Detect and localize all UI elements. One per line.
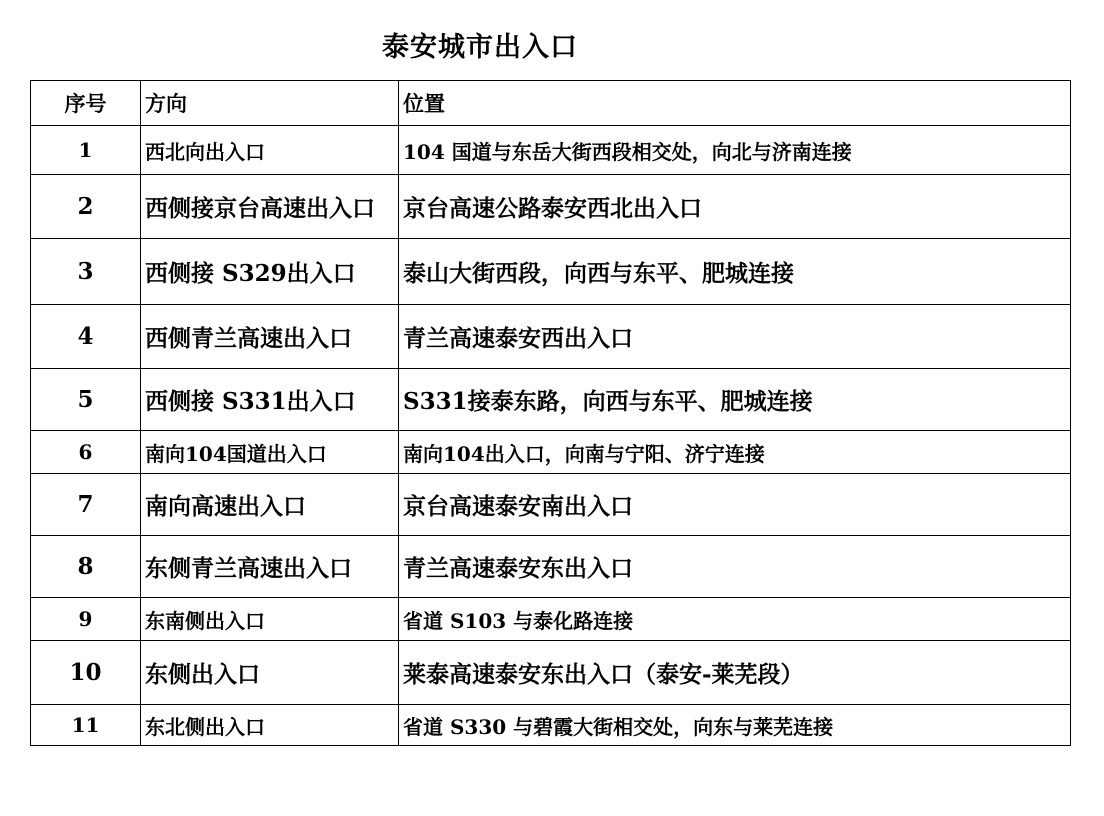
table-row [31,431,1071,474]
table-row [31,641,1071,705]
row-direction: 东北侧出入口 [141,705,399,746]
row-index: 11 [31,705,141,746]
row-location: 莱泰高速泰安东出入口（泰安-莱芜段） [399,641,1071,705]
entrance-table [30,80,1071,746]
row-direction: 南向高速出入口 [141,474,399,536]
table-row [31,305,1071,369]
row-index: 4 [31,305,141,369]
row-index: 9 [31,598,141,641]
row-direction: 南向104国道出入口 [141,431,399,474]
table-row [31,474,1071,536]
row-location: 省道 S330 与碧霞大街相交处，向东与莱芜连接 [399,705,1071,746]
row-direction: 西侧接京台高速出入口 [141,175,399,239]
row-location: S331接泰东路，向西与东平、肥城连接 [399,369,1071,431]
header-direction: 方向 [141,81,399,126]
row-index: 3 [31,239,141,305]
row-location: 泰山大街西段，向西与东平、肥城连接 [399,239,1071,305]
row-index: 7 [31,474,141,536]
row-location: 青兰高速泰安西出入口 [399,305,1071,369]
table-row [31,598,1071,641]
row-index: 6 [31,431,141,474]
row-index: 2 [31,175,141,239]
row-location: 南向104出入口，向南与宁阳、济宁连接 [399,431,1071,474]
table-row [31,239,1071,305]
row-direction: 东南侧出入口 [141,598,399,641]
row-direction: 西侧接 S331出入口 [141,369,399,431]
row-location: 104 国道与东岳大街西段相交处，向北与济南连接 [399,126,1071,175]
header-location: 位置 [399,81,1071,126]
table-row [31,705,1071,746]
row-direction: 西侧接 S329出入口 [141,239,399,305]
row-direction: 西侧青兰高速出入口 [141,305,399,369]
table-row [31,126,1071,175]
row-index: 10 [31,641,141,705]
table-row [31,175,1071,239]
row-direction: 西北向出入口 [141,126,399,175]
row-index: 5 [31,369,141,431]
row-location: 青兰高速泰安东出入口 [399,536,1071,598]
row-location: 省道 S103 与泰化路连接 [399,598,1071,641]
page-title: 泰安城市出入口 [382,32,578,63]
table-row [31,369,1071,431]
table-header-row [31,81,1071,126]
table-row [31,536,1071,598]
header-index: 序号 [31,81,141,126]
row-location: 京台高速公路泰安西北出入口 [399,175,1071,239]
row-direction: 东侧出入口 [141,641,399,705]
row-location: 京台高速泰安南出入口 [399,474,1071,536]
row-index: 1 [31,126,141,175]
row-direction: 东侧青兰高速出入口 [141,536,399,598]
row-index: 8 [31,536,141,598]
